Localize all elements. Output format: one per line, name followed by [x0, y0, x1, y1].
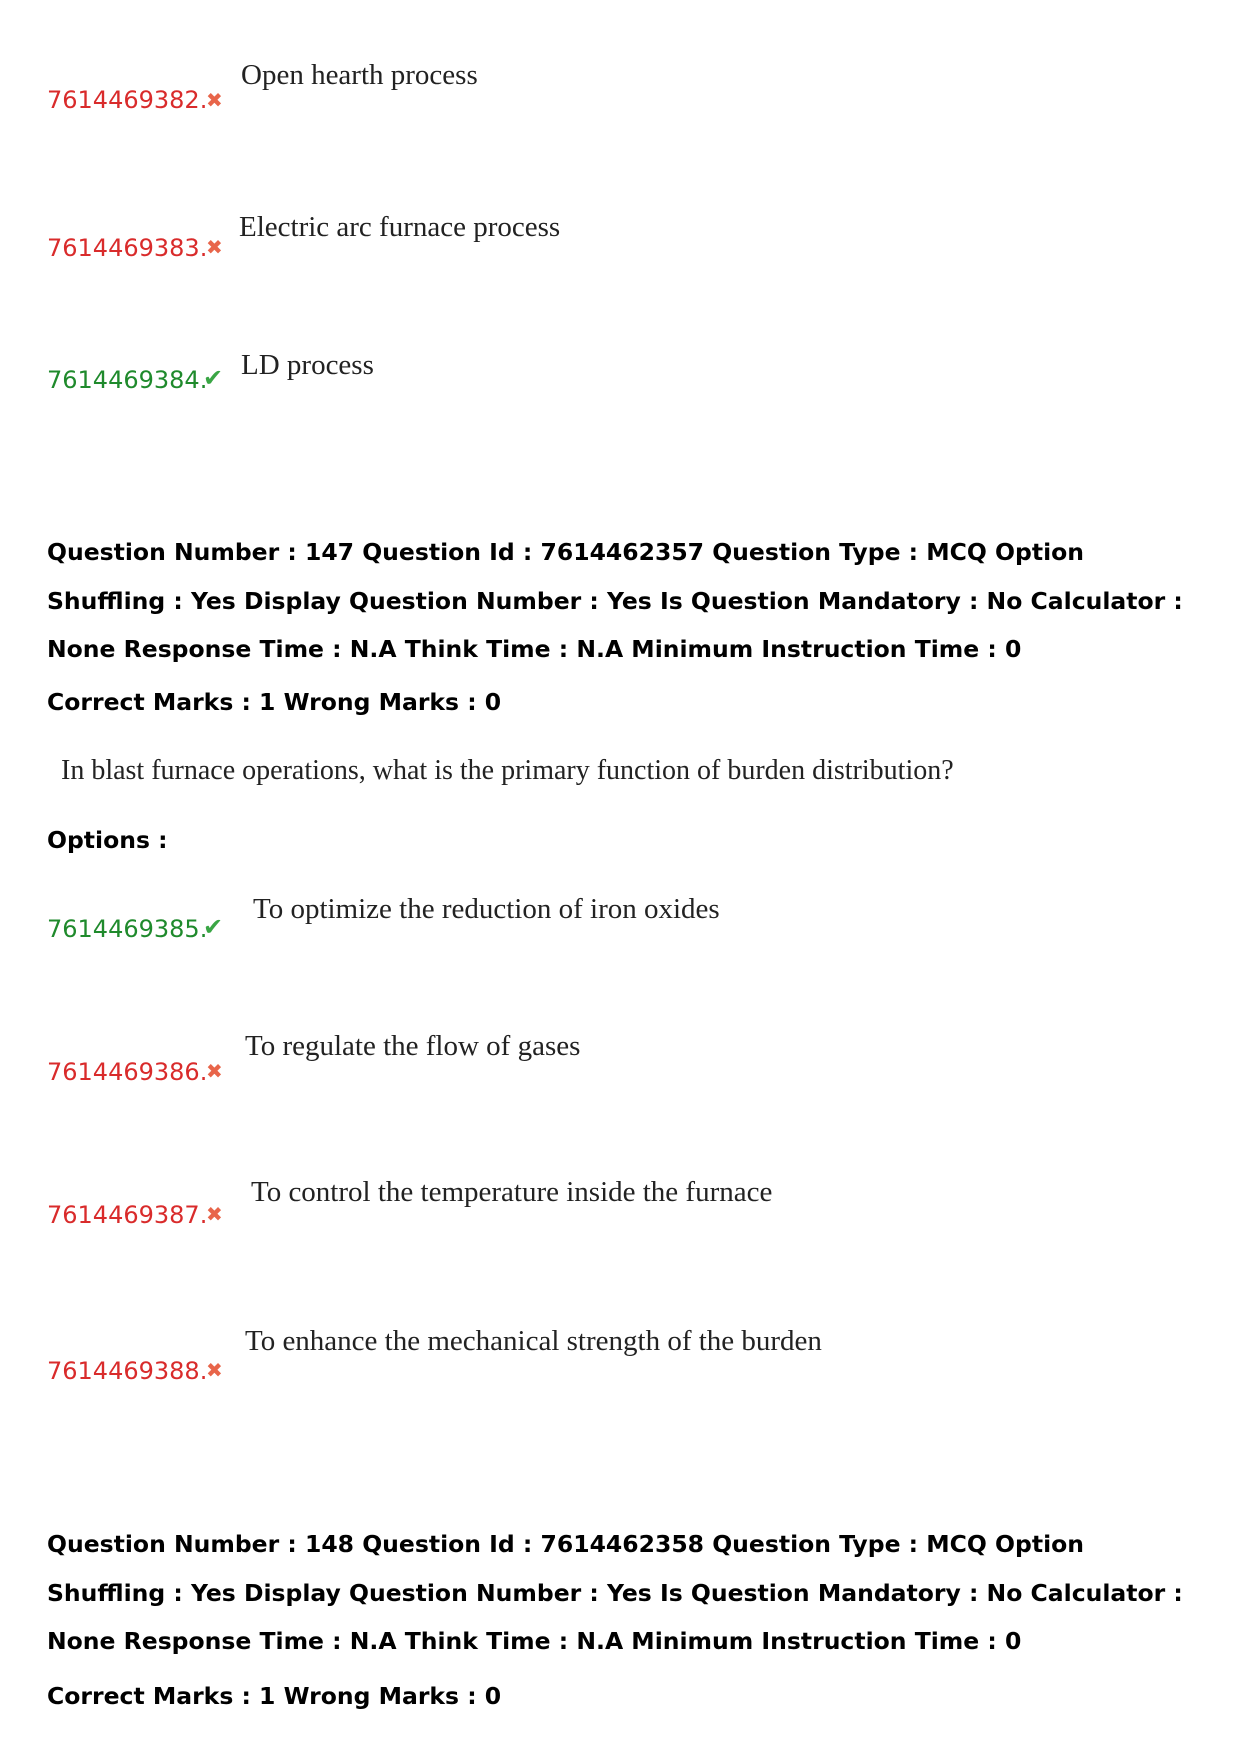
cross-mark-icon: ✖: [206, 1358, 223, 1382]
option-id: 7614469383.: [47, 234, 208, 262]
cross-mark-icon: ✖: [206, 1202, 223, 1226]
option-text: Open hearth process: [241, 59, 478, 91]
option-text: To enhance the mechanical strength of the burden: [245, 1325, 822, 1357]
options-label: Options :: [47, 826, 168, 854]
cross-mark-icon: ✖: [206, 88, 223, 112]
cross-mark-icon: ✖: [206, 235, 223, 259]
question-text: In blast furnace operations, what is the primary function of burden distribution?: [61, 755, 954, 786]
option-id: 7614469387.: [47, 1201, 208, 1229]
option-text: To control the temperature inside the furnace: [251, 1176, 773, 1208]
option-id: 7614469385.: [47, 915, 208, 943]
question-meta: Question Number : 148 Question Id : 7614462358 Question Type : MCQ Option Shuffling : Yes Display Question Number : Yes Is Question Mandatory : No Calculator : None Response Time : N.A Think Time : N.A Minimum Instruction Time : 0: [47, 1530, 1183, 1655]
cross-mark-icon: ✖: [206, 1059, 223, 1083]
check-mark-icon: ✔: [203, 913, 224, 941]
marks-info: Correct Marks : 1 Wrong Marks : 0: [47, 1682, 502, 1710]
check-mark-icon: ✔: [203, 364, 224, 392]
question-meta: Question Number : 147 Question Id : 7614462357 Question Type : MCQ Option Shuffling : Yes Display Question Number : Yes Is Question Mandatory : No Calculator : None Response Time : N.A Think Time : N.A Minimum Instruction Time : 0: [47, 538, 1183, 663]
option-id: 7614469386.: [47, 1058, 208, 1086]
option-id: 7614469384.: [47, 366, 208, 394]
marks-info: Correct Marks : 1 Wrong Marks : 0: [47, 688, 502, 716]
option-text: To regulate the flow of gases: [245, 1030, 581, 1062]
option-text: LD process: [241, 349, 374, 381]
option-text: Electric arc furnace process: [239, 211, 561, 243]
option-id: 7614469388.: [47, 1357, 208, 1385]
option-id: 7614469382.: [47, 86, 208, 114]
option-text: To optimize the reduction of iron oxides: [253, 893, 720, 925]
